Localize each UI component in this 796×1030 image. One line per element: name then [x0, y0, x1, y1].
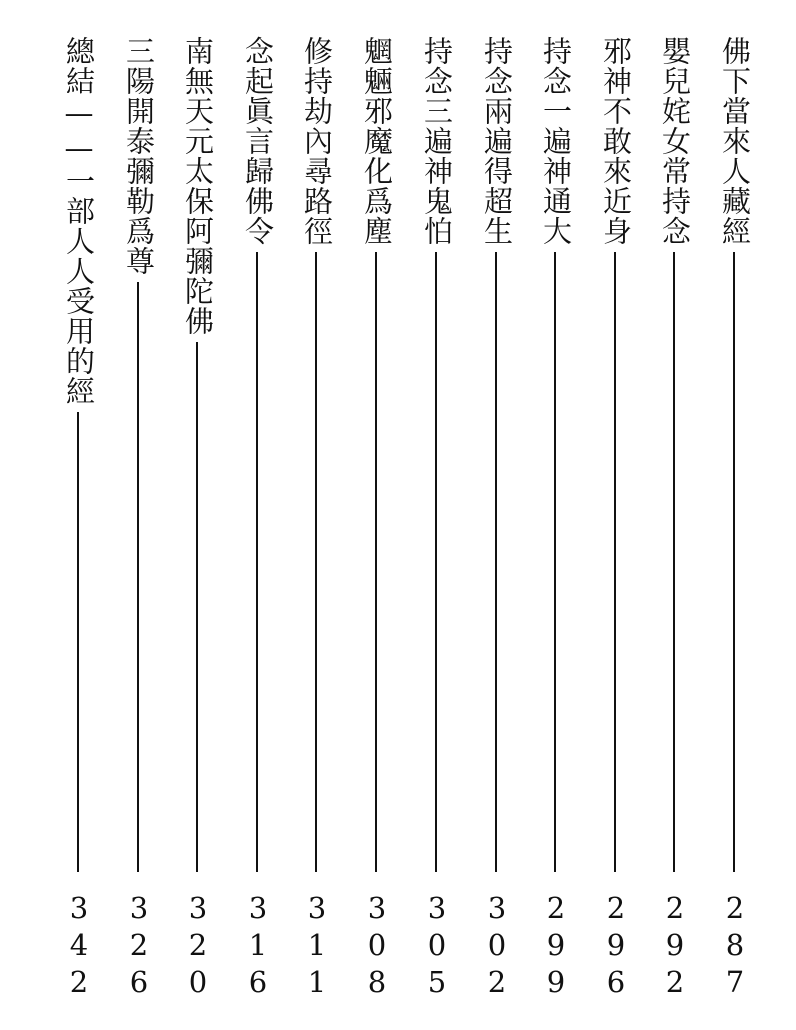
toc-leader-line — [375, 252, 377, 872]
toc-entry[interactable] — [536, 36, 576, 1016]
toc-leader-line — [256, 252, 258, 872]
toc-entry[interactable] — [59, 36, 99, 1016]
toc-entry-title: 總結——一部人人受用的經 — [62, 36, 96, 406]
toc-entry[interactable] — [238, 36, 278, 1016]
toc-page-number: 320 — [188, 891, 208, 999]
toc-leader-line — [196, 342, 198, 872]
toc-entry[interactable] — [119, 36, 159, 1016]
toc-entry-title: 邪神不敢來近身 — [599, 36, 633, 246]
toc-page-number: 316 — [248, 891, 268, 999]
toc-entry[interactable] — [178, 36, 218, 1016]
toc-page-number: 292 — [665, 891, 685, 999]
toc-entry-title: 佛下當來人藏經 — [718, 36, 752, 246]
toc-entry[interactable] — [297, 36, 337, 1016]
toc-entry[interactable] — [477, 36, 517, 1016]
toc-page-number: 326 — [129, 891, 149, 999]
toc-page-number: 296 — [606, 891, 626, 999]
toc-entry-title: 持念三遍神鬼怕 — [420, 36, 454, 246]
toc-page-number: 342 — [69, 891, 89, 999]
toc-leader-line — [614, 252, 616, 872]
toc-entry-title: 持念一遍神通大 — [539, 36, 573, 246]
toc-leader-line — [733, 252, 735, 872]
toc-entry-title: 修持劫內尋路徑 — [300, 36, 334, 246]
toc-entry[interactable] — [715, 36, 755, 1016]
toc-leader-line — [77, 412, 79, 872]
toc-entry-title: 念起眞言歸佛令 — [241, 36, 275, 246]
toc-entry-title: 南無天元太保阿彌陀佛 — [181, 36, 215, 336]
toc-entry[interactable] — [596, 36, 636, 1016]
toc-leader-line — [673, 252, 675, 872]
toc-entry-title: 嬰兒姹女常持念 — [658, 36, 692, 246]
toc-leader-line — [495, 252, 497, 872]
toc-entry[interactable] — [417, 36, 457, 1016]
toc-page-number: 305 — [427, 891, 447, 999]
toc-entry[interactable] — [357, 36, 397, 1016]
toc-leader-line — [137, 282, 139, 872]
toc-page-number: 302 — [487, 891, 507, 999]
toc-page-number: 308 — [367, 891, 387, 999]
toc-entry-title: 魍魎邪魔化爲塵 — [360, 36, 394, 246]
toc-entry[interactable] — [655, 36, 695, 1016]
toc-leader-line — [554, 252, 556, 872]
toc-page-number: 287 — [725, 891, 745, 999]
toc-page-number: 311 — [307, 891, 327, 999]
toc-entry-title: 三陽開泰彌勒爲尊 — [122, 36, 156, 276]
toc-page-number: 299 — [546, 891, 566, 999]
toc-leader-line — [315, 252, 317, 872]
toc-leader-line — [435, 252, 437, 872]
toc-entry-title: 持念兩遍得超生 — [480, 36, 514, 246]
